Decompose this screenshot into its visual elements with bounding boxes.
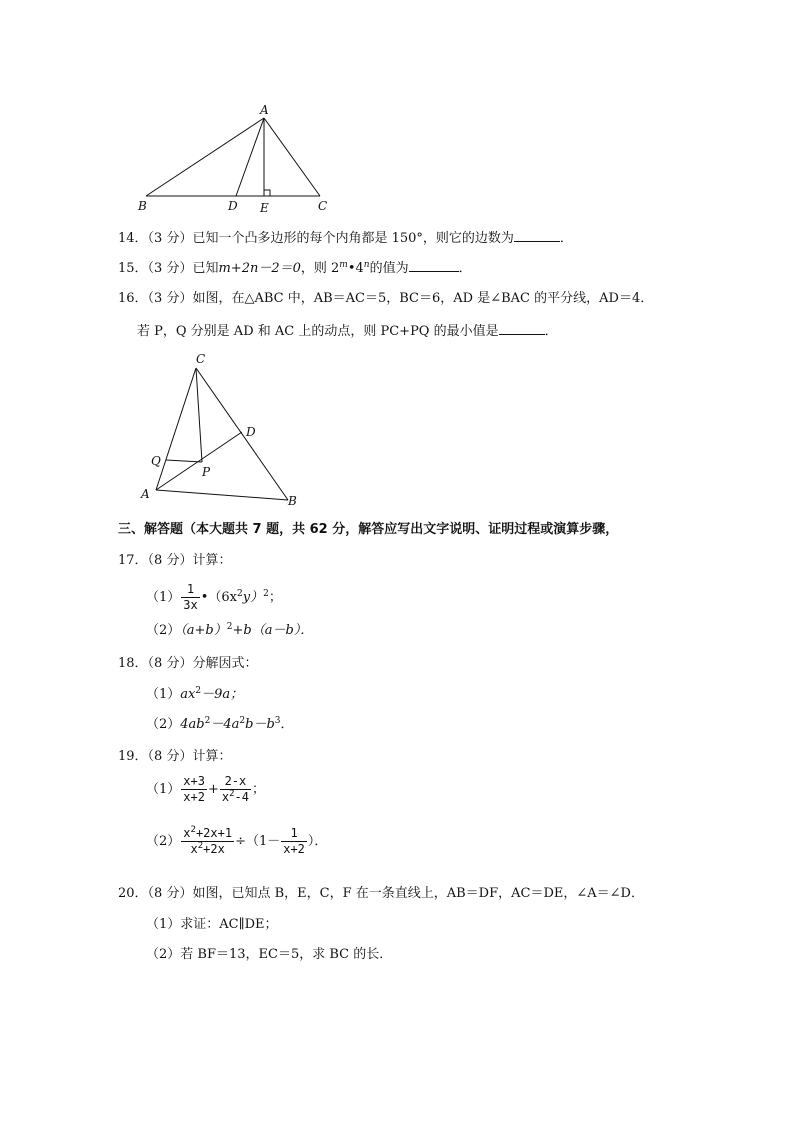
label-d: D — [246, 425, 256, 439]
label-e: E — [260, 201, 269, 215]
q18-p1-a: ax — [180, 687, 196, 702]
q17-p2-exp1: 2 — [226, 622, 233, 632]
q19-p1-denominator-2 — [220, 790, 251, 805]
q19-p1-denominator-1: x+2 — [183, 790, 205, 804]
q19-p2-n1-exp: 2 — [190, 825, 196, 835]
q19-p2-op: ÷（1－ — [235, 834, 281, 849]
q14-number: 14． — [118, 231, 148, 246]
q15-dot: •4 — [347, 261, 364, 276]
question-16-line1 — [118, 290, 653, 308]
q19-p2-numerator-2: 1 — [281, 826, 307, 842]
q16-end: ． — [544, 324, 558, 339]
q17-p1-fraction — [181, 582, 199, 613]
q16-score: （3 分） — [147, 291, 193, 306]
q15-text-b: ，则 2 — [300, 261, 340, 276]
q19-number: 19． — [118, 749, 148, 764]
question-14 — [118, 229, 573, 248]
q18-p2-end: ． — [280, 717, 294, 732]
q18-p1-b: －9a； — [201, 687, 244, 702]
q17-p2-label: （2） — [146, 623, 181, 638]
q18-p2-label: （2） — [146, 717, 181, 732]
q19-p2-numerator-1 — [181, 826, 234, 842]
segment-ab — [146, 118, 264, 196]
q19-p2-fraction-2 — [281, 826, 307, 857]
q18-number: 18． — [118, 656, 148, 671]
label-b: B — [288, 494, 297, 508]
label-d: D — [228, 199, 238, 213]
q17-number: 17． — [118, 553, 148, 568]
q18-p2-exp1: 2 — [204, 716, 211, 726]
label-a: A — [260, 103, 269, 117]
q15-answer-blank[interactable] — [409, 259, 459, 272]
q19-p2-d1-base: x — [190, 842, 198, 856]
q19-p1-label: （1） — [146, 782, 181, 797]
q17-p2-rest-b: +b（a－b）． — [232, 623, 314, 638]
q19-p2-denominator-1 — [181, 842, 234, 857]
question-17 — [118, 552, 231, 570]
q17-p1-exp2: 2 — [263, 589, 269, 599]
q15-text-a: 已知 — [192, 261, 219, 276]
q17-p2-rest-a: （a+b） — [180, 623, 227, 638]
q18-p2-exp2: 2 — [239, 716, 246, 726]
q19-p2-d1-rest: +2x — [203, 842, 225, 856]
q15-condition: m+2n－2＝0 — [218, 261, 301, 276]
q16-text-line1: 如图，在△ABC 中，AB＝AC＝5，BC＝6，AD 是∠BAC 的平分线，AD＝4． — [192, 291, 654, 306]
q19-p1-op: + — [207, 782, 219, 797]
q18-p2-exp3: 3 — [274, 716, 281, 726]
q17-p1-rest-a: •（6x — [200, 590, 238, 605]
q17-score: （8 分） — [147, 553, 193, 568]
q17-p1-numerator: 1 — [181, 582, 199, 598]
q17-p1-rest-b: y） — [242, 590, 264, 605]
q14-score: （3 分） — [147, 231, 193, 246]
segment-ad — [156, 432, 242, 490]
q19-score: （8 分） — [147, 749, 193, 764]
label-a: A — [141, 487, 150, 501]
q18-p2-c: b－b — [245, 717, 275, 732]
q18-text: 分解因式： — [192, 656, 258, 671]
q19-p1-end: ； — [251, 782, 265, 797]
q19-p2-denominator-2: x+2 — [283, 842, 305, 856]
q16-number: 16． — [118, 291, 148, 306]
figure-triangle-pq — [138, 348, 308, 510]
q20-score: （8 分） — [147, 886, 193, 901]
q19-p1-d2-base: x — [221, 790, 230, 804]
q17-text: 计算： — [192, 553, 232, 568]
q17-p1-label: （1） — [146, 590, 181, 605]
label-b: B — [138, 199, 147, 213]
segment-ca — [156, 368, 196, 490]
q15-exp-n: n — [363, 260, 370, 270]
q18-part-2 — [146, 716, 294, 734]
q19-p2-d1-exp: 2 — [197, 841, 204, 851]
q18-score: （8 分） — [147, 656, 193, 671]
q18-p2-b: －4a — [210, 717, 240, 732]
q17-p1-exp1: 2 — [237, 589, 243, 599]
q20-part-2: （2）若 BF＝13，EC＝5，求 BC 的长． — [146, 947, 393, 962]
q17-p1-end: ； — [268, 590, 282, 605]
q19-p1-numerator-1: x+3 — [183, 774, 205, 788]
q14-text: 已知一个凸多边形的每个内角都是 150°，则它的边数为 — [192, 231, 514, 246]
q19-part-1 — [146, 774, 265, 805]
q19-p2-label: （2） — [146, 834, 181, 849]
question-20 — [118, 885, 644, 903]
q17-p1-denominator: 3x — [183, 598, 198, 612]
q19-text: 计算： — [192, 749, 232, 764]
q19-p2-n1-base: x — [183, 826, 191, 840]
q19-p2-fraction-1 — [181, 826, 234, 857]
segment-ac — [264, 118, 320, 196]
q17-part-2 — [146, 622, 313, 640]
q15-end: ． — [458, 261, 472, 276]
q20-text: 如图，已知点 B，E，C，F 在一条直线上，AB＝DF，AC＝DE，∠A＝∠D． — [192, 886, 644, 901]
segment-qp — [166, 460, 202, 462]
q18-p1-exp1: 2 — [195, 686, 202, 696]
q15-exp-m: m — [339, 260, 348, 270]
question-16-line2 — [137, 322, 558, 341]
q19-p1-d2-exp: 2 — [229, 789, 235, 799]
q20-part-1: （1）求证：AC∥DE； — [146, 917, 278, 932]
segment-cb — [196, 368, 288, 500]
q14-end: ． — [559, 231, 573, 246]
right-angle-mark — [264, 190, 270, 196]
question-18 — [118, 655, 257, 673]
figure-triangle-abc-altitude — [132, 100, 342, 218]
segment-ad — [236, 118, 264, 196]
q19-p1-fraction-2 — [220, 774, 251, 805]
segment-cp — [196, 368, 202, 462]
label-c: C — [318, 199, 328, 213]
q17-part-1 — [146, 582, 282, 613]
q18-p1-label: （1） — [146, 687, 181, 702]
q16-text-line2: 若 P，Q 分别是 AD 和 AC 上的动点，则 PC+PQ 的最小值是 — [137, 324, 499, 339]
label-p: P — [202, 465, 211, 479]
q15-text-c: 的值为 — [369, 261, 409, 276]
q16-answer-blank[interactable] — [499, 322, 545, 335]
q19-p2-n1-rest: +2x+1 — [195, 826, 233, 840]
segment-ab — [156, 490, 288, 500]
question-19 — [118, 748, 231, 766]
q14-answer-blank[interactable] — [514, 229, 560, 242]
label-q: Q — [151, 454, 161, 468]
section-3-title: 三、解答题（本大题共 7 题，共 62 分，解答应写出文字说明、证明过程或演算步骤， — [118, 522, 619, 537]
q19-p1-d2-rest: -4 — [234, 790, 249, 804]
q19-part-2 — [146, 826, 327, 857]
q15-number: 15． — [118, 261, 148, 276]
q18-part-1 — [146, 686, 243, 704]
q18-p2-a: 4ab — [180, 717, 205, 732]
label-c: C — [196, 352, 206, 366]
question-15 — [118, 259, 472, 278]
q19-p2-end: ）． — [307, 834, 328, 849]
q19-p1-fraction-1 — [181, 774, 207, 805]
q20-number: 20． — [118, 886, 148, 901]
q19-p1-numerator-2: 2-x — [220, 774, 251, 790]
q15-score: （3 分） — [147, 261, 193, 276]
